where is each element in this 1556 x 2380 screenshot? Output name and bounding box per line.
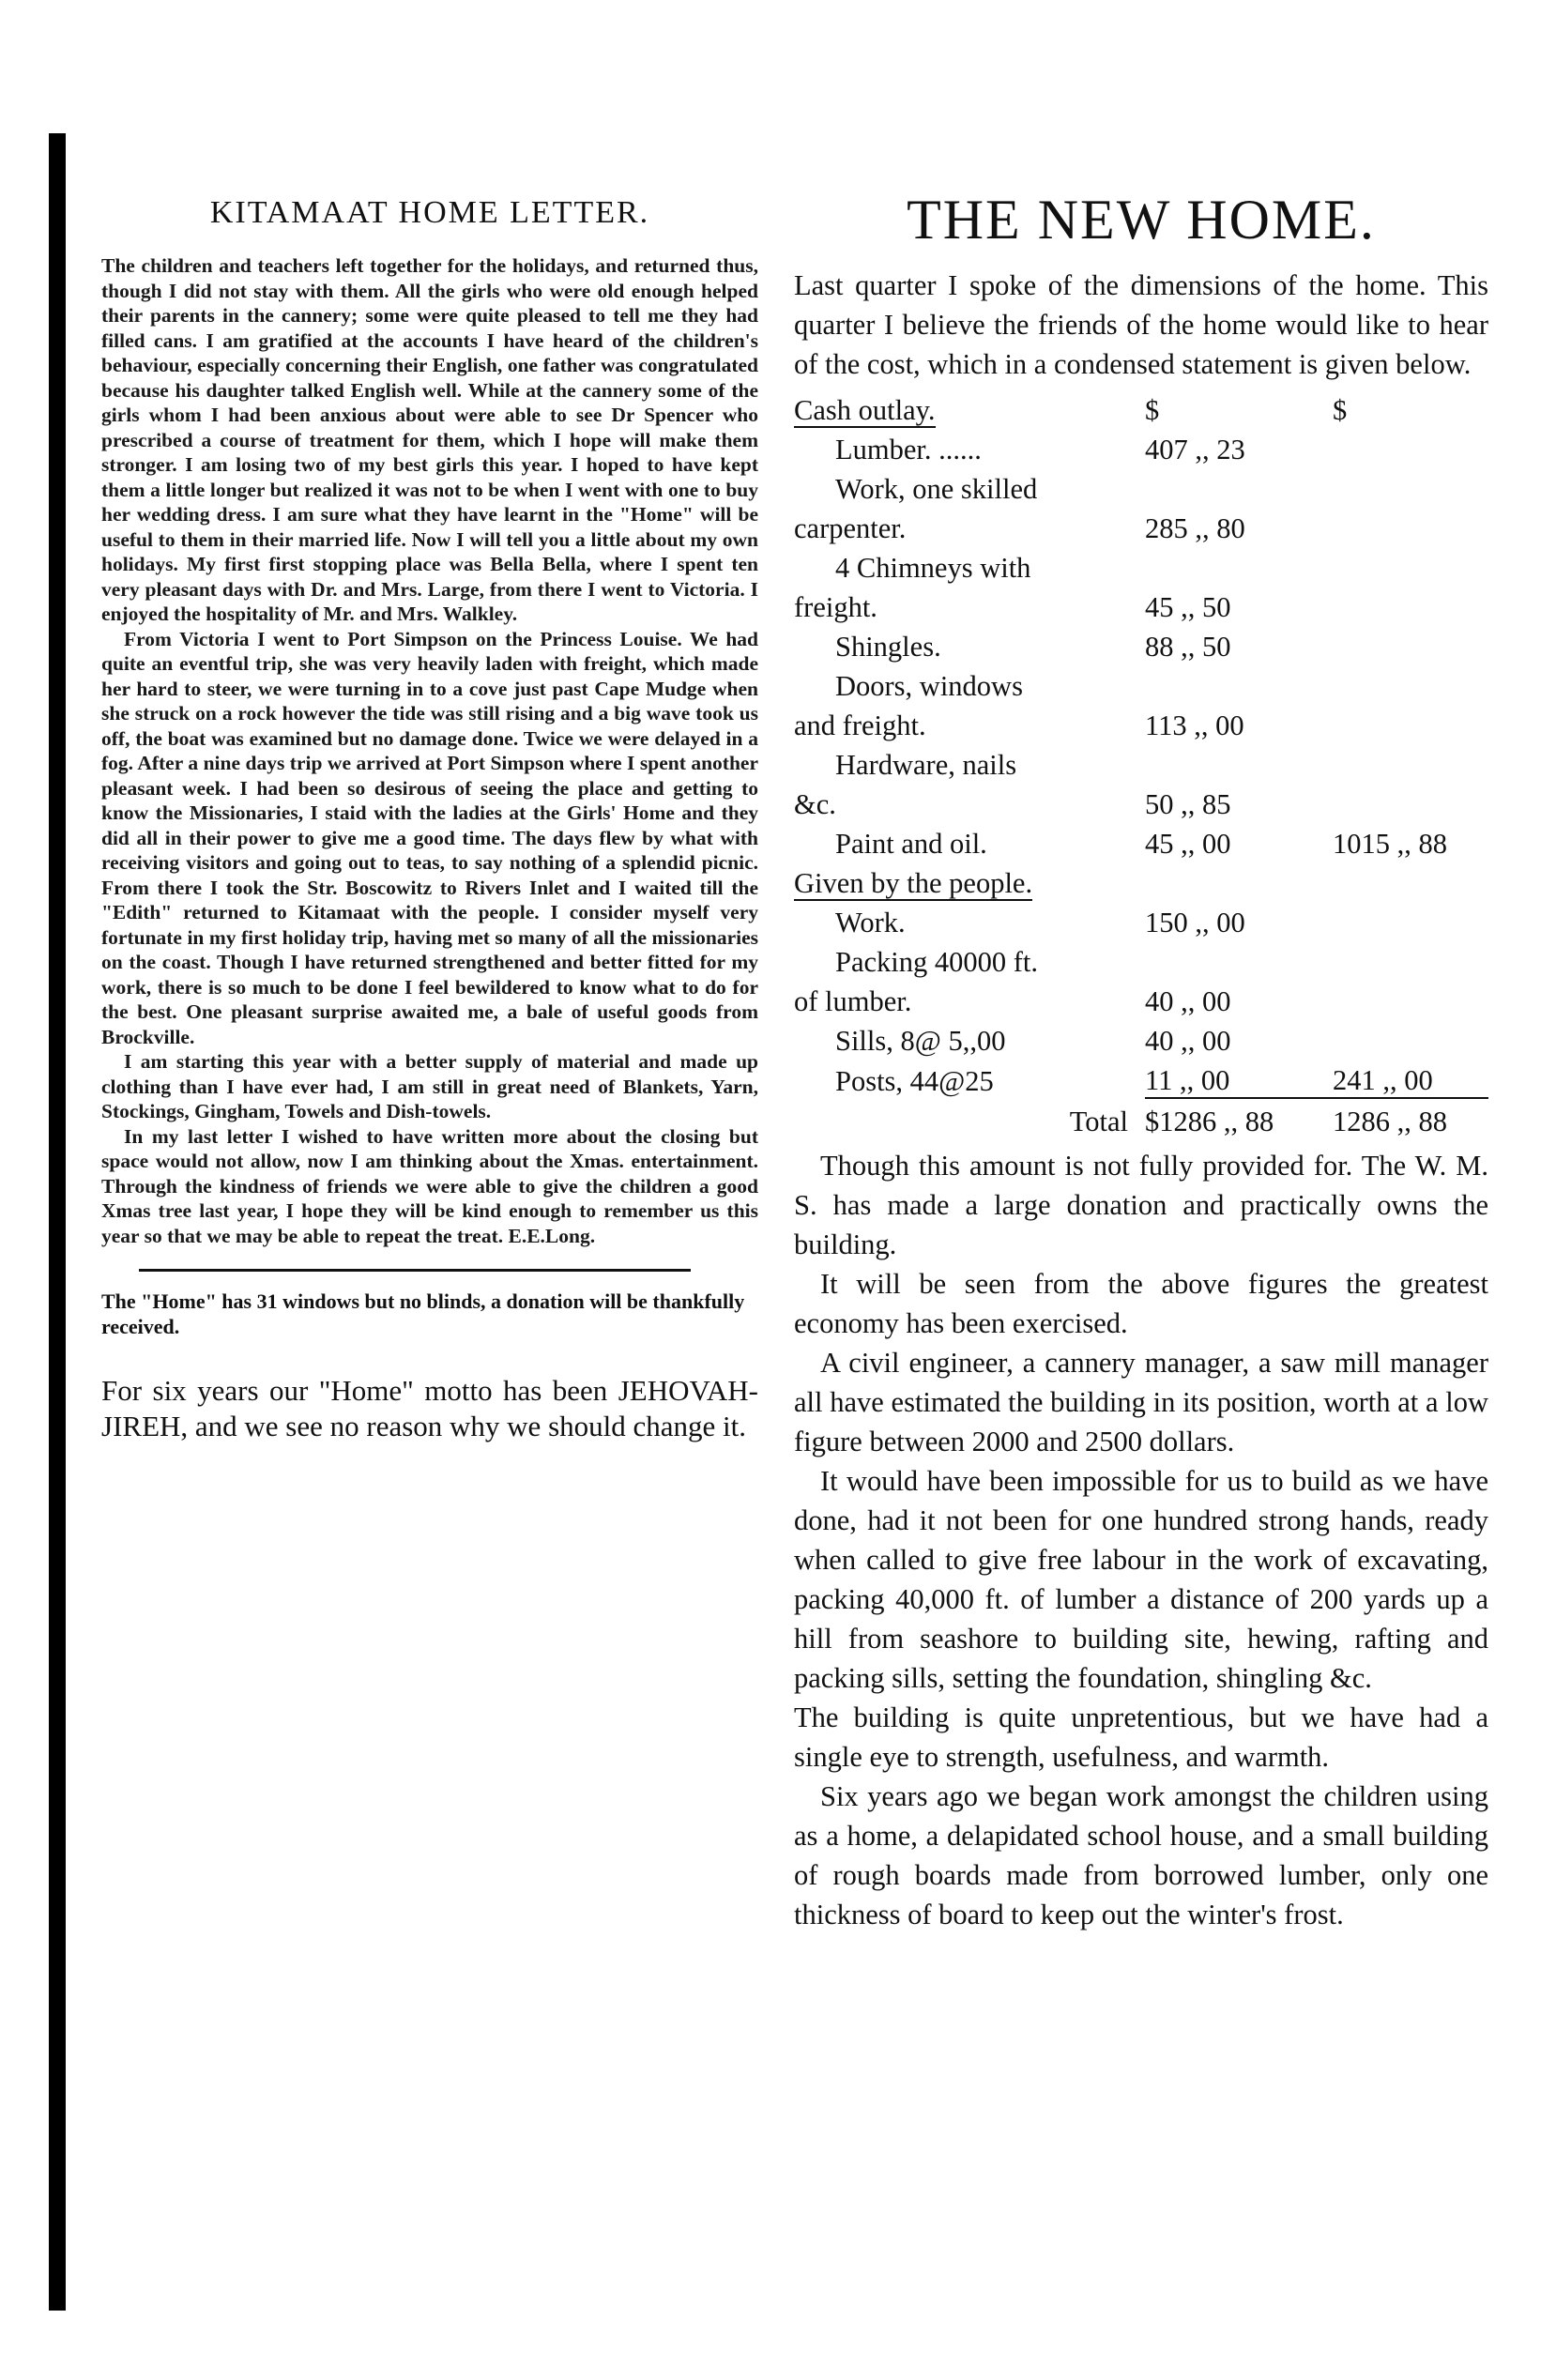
ledger-item-amount: 88 ,, 50: [1145, 631, 1231, 663]
ledger-item-amount: [1145, 939, 1333, 979]
total-amount: $1286 ,, 88: [1145, 1098, 1333, 1138]
ledger-subtotal: [1333, 506, 1488, 545]
ledger-row: [794, 782, 1488, 821]
total-subtotal: 1286 ,, 88: [1333, 1098, 1488, 1138]
letter-paragraph: From Victoria I went to Port Simpson on the Princess Louise. We had quite an eventful trip, she was very heavily laden with freight, which made her hard to steer, we were turning in to a cove just past Cape Mudge when she struck on a rock however the tide was still rising and a big wave took us off, the boat was examined but no damage done. Twice we were delayed in a fog. After a nine days trip we arrived at Port Simpson where I spent another pleasant week. I had been so desirous of seeing the place and getting to know the Missionaries, I staid with the ladies at the Girls' Home and they did all in their power to give me a good time. The days flew by what with receiving visitors and going out to teas, to say nothing of a splendid picnic. From there I took the Str. Boscowitz to Rivers Inlet and I waited till the "Edith" returned to Kitamaat with the people. I consider myself very fortunate in my first holiday trip, having met so many of all the missionaries on the coast. Though I have returned strengthened and better fitted for my work, there is so much to be done I feel bewildered to know what to do for the best. One pleasant surprise awaited me, a bale of useful goods from Brockville.: [101, 627, 758, 1048]
ledger-item-amount: 45 ,, 00: [1145, 828, 1231, 860]
article-paragraph: Six years ago we began work amongst the children using as a home, a delapidated school house, and a small building of rough boards made from borrowed lumber, only one thickness of board to keep out the winter's frost.: [794, 1780, 1488, 1930]
ledger-subtotal: [1333, 782, 1488, 821]
ledger-subtotal: [1333, 939, 1488, 979]
cash-outlay-header: Cash outlay.: [794, 394, 936, 426]
ledger-item-label: Hardware, nails: [835, 749, 1017, 781]
ledger-item-label: Shingles.: [835, 631, 941, 663]
ledger-subtotal: [1333, 624, 1488, 664]
ledger-row: [794, 585, 1488, 624]
ledger-row: [794, 545, 1488, 585]
letter-body: [101, 253, 758, 1248]
total-row: [794, 1098, 1488, 1138]
ledger-item-amount: 407 ,, 23: [1145, 434, 1245, 465]
ledger-item-amount: 40 ,, 00: [1145, 985, 1231, 1017]
ledger-row: [794, 742, 1488, 782]
ledger-item-label: Lumber. ......: [835, 434, 982, 465]
ledger-item-amount: [1145, 545, 1333, 585]
article-paragraph: The building is quite unpretentious, but we have had a single eye to strength, usefulness, and warmth.: [794, 1701, 1488, 1773]
ledger-row: [794, 427, 1488, 466]
ledger-row: [794, 624, 1488, 664]
page-edge-bar: [49, 133, 66, 2311]
ledger-subtotal: [1333, 545, 1488, 585]
article-paragraph: A civil engineer, a cannery manager, a saw mill manager all have estimated the building in its position, worth at a low figure between 2000 and 2500 dollars.: [794, 1347, 1488, 1457]
left-column: [101, 195, 758, 1444]
given-header-row: [794, 861, 1488, 900]
left-heading: KITAMAAT HOME LETTER.: [209, 195, 650, 230]
ledger-subtotal: 241 ,, 00: [1333, 1064, 1433, 1096]
ledger-row: [794, 466, 1488, 506]
ledger-row: [794, 1058, 1488, 1098]
ledger-item-label: Doors, windows: [835, 670, 1023, 702]
ledger-item-label: Work, one skilled: [835, 473, 1038, 505]
ledger-row: [794, 939, 1488, 979]
ledger-subtotal: [1333, 900, 1488, 939]
motto-paragraph: For six years our "Home" motto has been JEHOVAH-JIREH, and we see no reason why we should change it.: [101, 1374, 758, 1442]
ledger-item-label: carpenter.: [794, 512, 907, 544]
right-heading: THE NEW HOME.: [907, 189, 1376, 251]
ledger-item-label: 4 Chimneys with: [835, 552, 1031, 584]
ledger-row: [794, 506, 1488, 545]
ledger-row: [794, 821, 1488, 861]
letter-paragraph: I am starting this year with a better supply of material and made up clothing than I have ever had, I am still in great need of Blankets, Yarn, Stockings, Gingham, Towels and Dish-towels.: [101, 1050, 758, 1122]
ledger-item-label: &c.: [794, 788, 836, 820]
ledger-row: [794, 664, 1488, 703]
new-home-article: [794, 266, 1488, 1934]
section-divider: [139, 1269, 691, 1272]
ledger-row: [794, 703, 1488, 742]
total-label: Total: [1069, 1106, 1128, 1137]
cost-statement-table: [794, 388, 1488, 1138]
letter-paragraph: In my last letter I wished to have written more about the closing but space would not allow, now I am thinking about the Xmas. entertainment. Through the kindness of friends we were able to give the children a good Xmas tree last year, I hope they will be kind enough to remember us this year so that we may be able to repeat the treat. E.E.Long.: [101, 1124, 758, 1247]
ledger-item-label: and freight.: [794, 709, 926, 741]
letter-paragraph: The children and teachers left together for the holidays, and returned thus, though I did not stay with them. All the girls who were old enough helped their parents in the cannery; some were quite pleased to tell me they had filled cans. I am gratified at the accounts I have heard of the children's behaviour, especially concerning their English, one father was congratulated because his daughter talked English well. While at the cannery some of the girls whom I had been anxious about were able to see Dr Spencer who prescribed a course of treatment for them, which I hope will make them stronger. I am losing two of my best girls this year. I hoped to have kept them a little longer but realized it was not to be when I went with one to buy her wedding dress. I am sure what they have learnt in the "Home" will be useful to them in their married life. Now I will tell you a little about my own holidays. My first first stopping place was Bella Bella, where I spent ten very pleasant days with Dr. and Mrs. Large, from there I went to Victoria. I enjoyed the hospitality of Mr. and Mrs. Walkley.: [101, 254, 758, 625]
ledger-row: [794, 1018, 1488, 1058]
ledger-item-amount: 285 ,, 80: [1145, 512, 1245, 544]
intro-paragraph: Last quarter I spoke of the dimensions of the home. This quarter I believe the friends of the home would like to hear of the cost, which in a condensed statement is given below.: [794, 269, 1488, 380]
article-paragraph: It would have been impossible for us to build as we have done, had it not been for one hundred strong hands, ready when called to give free labour in the work of excavating, packing 40,000 ft. of lumber a distance of 200 yards up a hill from seashore to building site, hewing, rafting and packing sills, setting the foundation, shingling &c.: [794, 1465, 1488, 1694]
ledger-row: [794, 979, 1488, 1018]
ledger-item-label: Posts, 44@25: [835, 1065, 994, 1097]
article-paragraph: It will be seen from the above figures the greatest economy has been exercised.: [794, 1268, 1488, 1339]
ledger-item-label: freight.: [794, 591, 877, 623]
ledger-item-amount: 40 ,, 00: [1145, 1025, 1231, 1057]
ledger-subtotal: [1333, 979, 1488, 1018]
ledger-item-label: Sills, 8@ 5,,00: [835, 1025, 1006, 1057]
ledger-item-amount: [1145, 742, 1333, 782]
ledger-subtotal: [1333, 664, 1488, 703]
right-column: [794, 188, 1488, 1934]
ledger-subtotal: [1333, 466, 1488, 506]
ledger-subtotal: [1333, 585, 1488, 624]
column-a-header: $: [1145, 394, 1160, 426]
ledger-item-amount: 45 ,, 50: [1145, 591, 1231, 623]
ledger-item-amount: 11 ,, 00: [1145, 1064, 1230, 1096]
ledger-item-label: Packing 40000 ft.: [835, 946, 1039, 978]
given-by-people-header: Given by the people.: [794, 867, 1033, 899]
column-b-header: $: [1333, 394, 1348, 426]
ledger-item-amount: 113 ,, 00: [1145, 709, 1244, 741]
ledger-item-label: Work.: [835, 907, 906, 938]
ledger-item-amount: 50 ,, 85: [1145, 788, 1231, 820]
ledger-subtotal: [1333, 1018, 1488, 1058]
ledger-item-amount: [1145, 664, 1333, 703]
ledger-subtotal: [1333, 703, 1488, 742]
ledger-item-label: of lumber.: [794, 985, 912, 1017]
ledger-row: [794, 900, 1488, 939]
ledger-subtotal: [1333, 427, 1488, 466]
ledger-item-amount: [1145, 466, 1333, 506]
ledger-subtotal: 1015 ,, 88: [1333, 828, 1447, 860]
blinds-note: The "Home" has 31 windows but no blinds, a donation will be thankfully received.: [101, 1289, 745, 1338]
ledger-subtotal: [1333, 742, 1488, 782]
cash-header-row: [794, 388, 1488, 427]
article-paragraph: Though this amount is not fully provided for. The W. M. S. has made a large donation and practically owns the building.: [794, 1150, 1488, 1260]
ledger-item-label: Paint and oil.: [835, 828, 987, 860]
ledger-item-amount: 150 ,, 00: [1145, 907, 1245, 938]
